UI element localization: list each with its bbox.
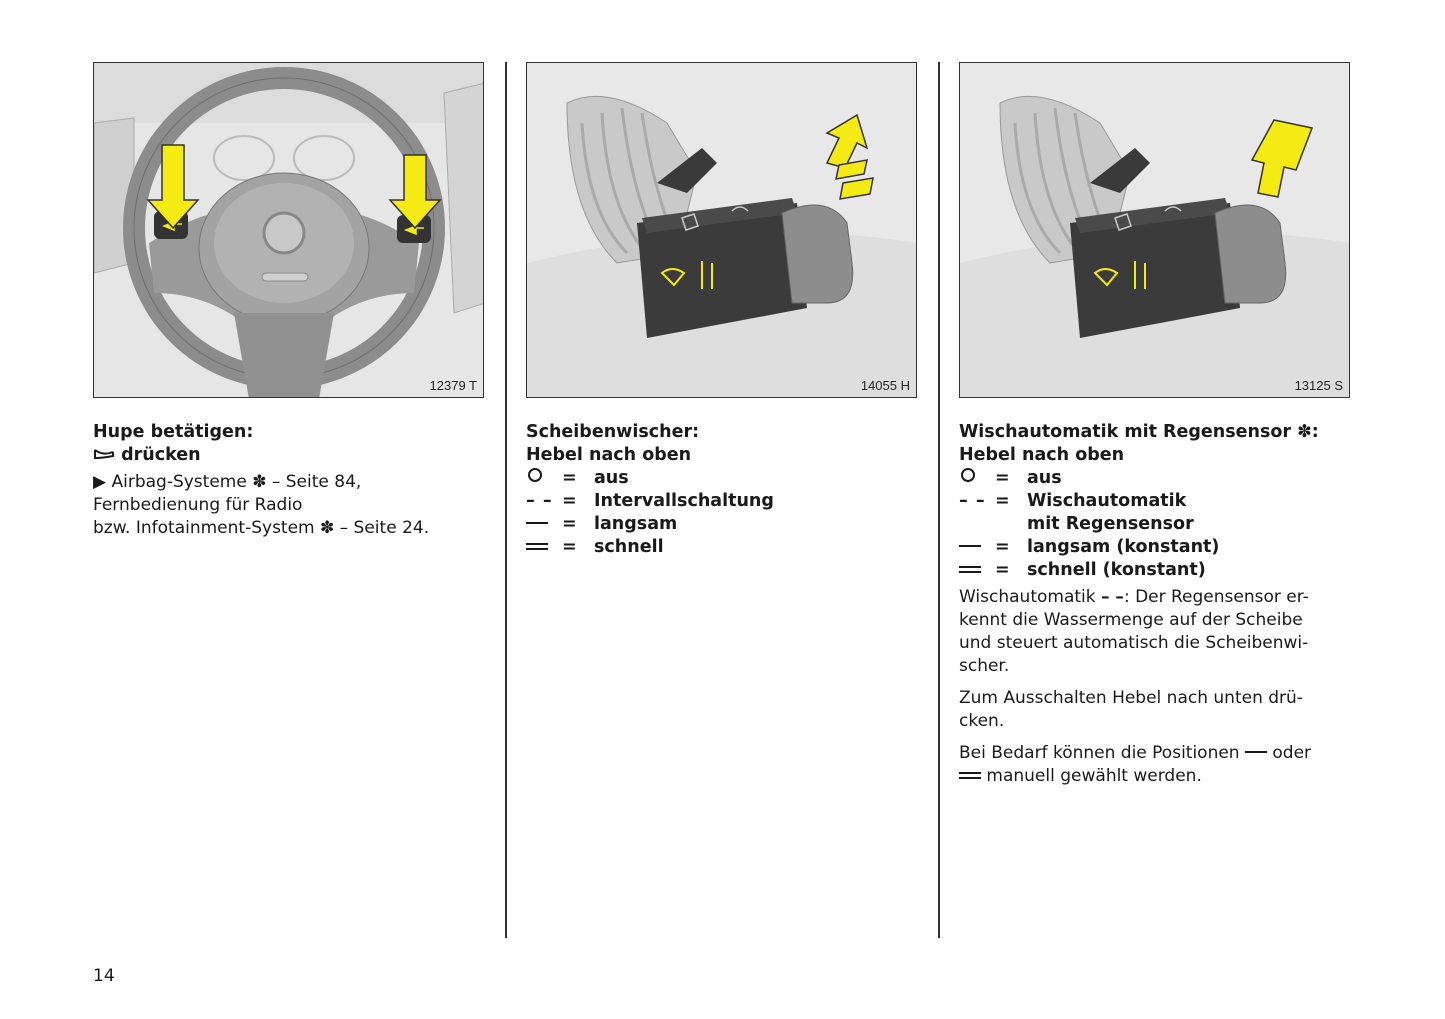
off-symbol-icon [959,467,995,490]
ref-line: Fernbedienung für Radio [93,495,303,515]
steering-wheel-illustration [94,63,484,398]
wiper-value: Intervallschaltung [594,491,774,511]
para-text: oder [1272,743,1312,763]
rain-row-off [959,467,1359,490]
rain-row-fast [959,559,1359,582]
rain-value: aus [1027,468,1062,488]
equals: = [995,560,1010,580]
column-divider [938,62,940,938]
fast-symbol-icon [959,772,981,779]
wiper-row-off [526,467,926,490]
interval-symbol-icon: – – [526,491,553,511]
para-line [959,586,1359,609]
horn-icon [93,447,115,461]
equals: = [562,491,577,511]
horn-reference [93,471,493,540]
wiper-lever-illustration [527,63,917,398]
wiper-value: langsam [594,514,678,534]
ref-line: ▶ Airbag-Systeme ✽ – Seite 84, [93,472,362,492]
interval-symbol-icon: – – [959,491,986,511]
wiper-lever-rain-illustration [960,63,1350,398]
wiper-row-interval [526,490,926,513]
column-divider [505,62,507,938]
ref-line: bzw. Infotainment-System ✽ – Seite 24. [93,518,430,538]
para-text: : Der Regensensor er- [1123,587,1309,607]
figure-id: 13125 S [1294,378,1343,393]
slow-symbol-icon [959,536,995,559]
fast-symbol-icon [959,559,995,582]
equals: = [562,537,577,557]
rain-value: mit Regensensor [1027,514,1194,534]
interval-symbol-icon: – – [1101,587,1124,607]
rain-value: schnell (konstant) [1027,560,1206,580]
wiper-title: Scheibenwischer: [526,422,700,442]
column-horn [93,421,493,540]
horn-action-label: drücken [121,445,201,465]
equals: = [995,468,1010,488]
para-line [959,742,1359,765]
para-line: und steuert automatisch die Scheibenwi- [959,633,1309,653]
para-line: cken. [959,711,1005,731]
figure-wiper-lever-rain-sensor [959,62,1350,398]
para-text: Wischautomatik [959,587,1096,607]
horn-action [93,444,493,467]
para-text: manuell gewählt werden. [986,766,1202,786]
wiper-subtitle: Hebel nach oben [526,445,692,465]
rain-manual [959,742,1359,788]
rain-value: langsam (konstant) [1027,537,1220,557]
para-line: scher. [959,656,1010,676]
equals: = [995,537,1010,557]
page-number: 14 [93,966,115,986]
rain-row-slow [959,536,1359,559]
rain-title: Wischautomatik mit Regensensor ✽: [959,422,1319,442]
fast-symbol-icon [526,536,562,559]
rain-description [959,586,1359,678]
rain-subtitle: Hebel nach oben [959,445,1125,465]
figure-steering-wheel [93,62,484,398]
equals: = [562,514,577,534]
slow-symbol-icon [526,513,562,536]
figure-wiper-lever [526,62,917,398]
rain-row-auto [959,490,1359,513]
off-symbol-icon [526,467,562,490]
figure-id: 14055 H [860,378,910,393]
rain-row-auto-cont [959,513,1359,536]
rain-switch-off [959,687,1359,733]
wiper-value: aus [594,468,629,488]
column-rain-sensor [959,421,1359,788]
column-wiper [526,421,926,559]
wiper-row-slow [526,513,926,536]
para-line: Zum Ausschalten Hebel nach unten drü- [959,688,1303,708]
equals: = [995,491,1010,511]
wiper-row-fast [526,536,926,559]
wiper-value: schnell [594,537,664,557]
equals: = [562,468,577,488]
para-line [959,765,1359,788]
para-text: Bei Bedarf können die Positionen [959,743,1240,763]
rain-value: Wischautomatik [1027,491,1187,511]
para-line: kennt die Wassermenge auf der Scheibe [959,610,1303,630]
slow-symbol-icon [1245,751,1267,754]
horn-title: Hupe betätigen: [93,422,254,442]
figure-id: 12379 T [429,378,477,393]
